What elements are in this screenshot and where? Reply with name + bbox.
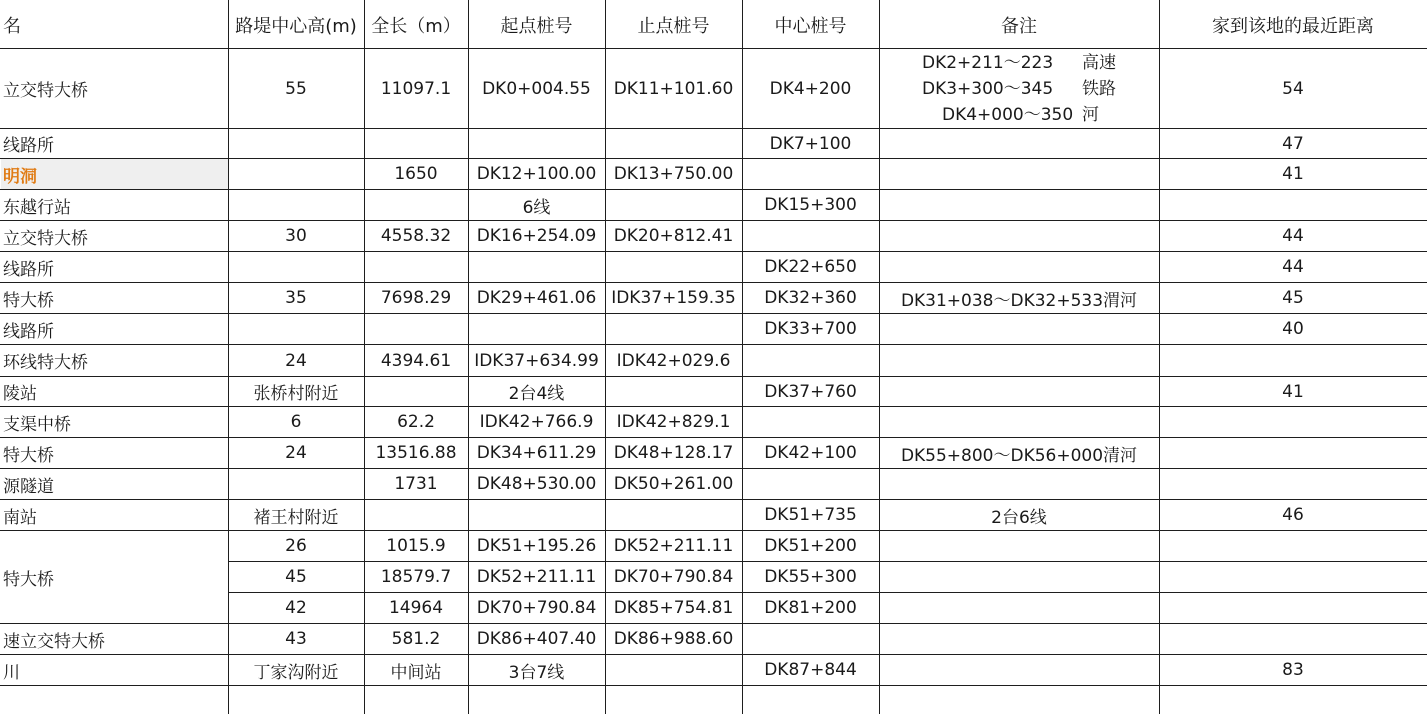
- table-cell-center-station[interactable]: DK51+200: [764, 536, 857, 556]
- table-cell-end-station[interactable]: IDK37+159.35: [611, 288, 736, 308]
- table-cell-name[interactable]: 明洞: [1, 159, 229, 189]
- remark-note-line: [922, 76, 1116, 102]
- table-cell-embankment-height[interactable]: 6: [290, 412, 302, 432]
- gridline-vertical: [364, 0, 365, 714]
- table-cell-name[interactable]: 源隧道: [3, 476, 54, 497]
- table-cell-start-station[interactable]: IDK37+634.99: [474, 350, 599, 371]
- table-cell-distance[interactable]: 40: [1282, 319, 1304, 339]
- table-cell-total-length[interactable]: 62.2: [397, 412, 435, 432]
- table-cell-embankment-height[interactable]: 丁家沟附近: [253, 662, 339, 683]
- table-cell-name[interactable]: 特大桥: [3, 290, 54, 311]
- table-cell-empty[interactable]: [1160, 686, 1426, 714]
- gridline-horizontal: [0, 623, 1427, 624]
- table-cell-total-length[interactable]: 18579.7: [380, 567, 452, 587]
- table-cell-total-length[interactable]: [365, 500, 467, 530]
- table-cell-end-station[interactable]: [606, 190, 741, 220]
- column-header-embankment-height[interactable]: 路堤中心高(m): [235, 15, 357, 37]
- table-cell-empty[interactable]: [229, 686, 363, 714]
- gridline-horizontal: [0, 406, 1427, 407]
- table-cell-end-station[interactable]: DK85+754.81: [613, 598, 734, 618]
- gridline-vertical: [742, 0, 743, 714]
- gridline-horizontal: [0, 685, 1427, 686]
- table-cell-empty[interactable]: [880, 686, 1158, 714]
- table-cell-distance[interactable]: [1160, 624, 1426, 654]
- table-cell-start-station[interactable]: [469, 314, 604, 344]
- table-cell-name[interactable]: 立交特大桥: [3, 228, 88, 249]
- table-cell-total-length[interactable]: 1731: [394, 474, 438, 494]
- table-cell-name[interactable]: 立交特大桥: [3, 81, 88, 101]
- table-cell-remark[interactable]: [880, 252, 1158, 282]
- table-cell-remark[interactable]: 2台6线: [991, 507, 1047, 528]
- remark-note-range: DK3+300～345: [922, 78, 1054, 99]
- column-header-name[interactable]: 名: [3, 15, 21, 37]
- table-cell-embankment-height[interactable]: 褚王村附近: [253, 507, 339, 528]
- remark-note-subject: 高速: [1082, 52, 1116, 73]
- table-cell-center-station[interactable]: DK42+100: [764, 443, 857, 463]
- table-cell-center-station[interactable]: DK87+844: [764, 660, 857, 680]
- table-cell-end-station[interactable]: DK11+101.60: [613, 78, 734, 99]
- table-cell-start-station[interactable]: 2台4线: [508, 384, 565, 404]
- table-cell-total-length[interactable]: [365, 190, 467, 220]
- table-cell-distance[interactable]: [1160, 562, 1426, 592]
- table-cell-name[interactable]: 速立交特大桥: [3, 631, 105, 652]
- table-cell-end-station[interactable]: IDK42+029.6: [616, 350, 731, 371]
- table-cell-total-length[interactable]: 1650: [394, 164, 438, 184]
- table-cell-empty[interactable]: [1, 686, 227, 714]
- table-cell-embankment-height[interactable]: [229, 469, 363, 499]
- column-header-start-station[interactable]: 起点桩号: [500, 15, 573, 37]
- table-cell-total-length[interactable]: 14964: [388, 598, 444, 618]
- table-cell-center-station[interactable]: [743, 407, 878, 437]
- table-cell-start-station[interactable]: IDK42+766.9: [479, 412, 594, 432]
- table-cell-center-station[interactable]: DK33+700: [764, 319, 857, 339]
- table-cell-distance[interactable]: 47: [1282, 133, 1304, 154]
- table-cell-total-length[interactable]: 4558.32: [380, 226, 452, 246]
- gridline-horizontal: [228, 592, 1427, 593]
- gridline-horizontal: [0, 437, 1427, 438]
- table-cell-start-station[interactable]: 6线: [522, 197, 551, 218]
- table-cell-embankment-height[interactable]: 43: [285, 629, 307, 649]
- table-cell-name[interactable]: 线路所: [3, 136, 54, 156]
- table-cell-remark[interactable]: [880, 221, 1158, 251]
- table-cell-total-length[interactable]: 7698.29: [380, 288, 452, 308]
- table-cell-total-length[interactable]: 1015.9: [386, 536, 446, 556]
- remark-note-line: [922, 102, 1116, 128]
- table-cell-center-station[interactable]: [743, 221, 878, 251]
- table-cell-distance[interactable]: [1160, 531, 1426, 561]
- table-cell-center-station[interactable]: [743, 345, 878, 376]
- table-cell-center-station[interactable]: DK51+735: [764, 505, 857, 525]
- table-cell-end-station[interactable]: [606, 129, 741, 158]
- table-cell-distance[interactable]: [1160, 593, 1426, 623]
- remark-note-range: DK2+211～223: [922, 52, 1054, 73]
- table-cell-total-length[interactable]: 581.2: [391, 629, 441, 649]
- remark-notes: [922, 50, 1116, 128]
- table-cell-start-station[interactable]: DK86+407.40: [476, 629, 597, 649]
- table-cell-remark[interactable]: [880, 531, 1158, 561]
- table-cell-embankment-height[interactable]: [229, 314, 363, 344]
- gridline-vertical: [1159, 0, 1160, 714]
- remark-note-line: [922, 50, 1116, 76]
- table-cell-remark[interactable]: [880, 314, 1158, 344]
- gridline-vertical: [605, 0, 606, 714]
- table-cell-center-station[interactable]: [743, 159, 878, 189]
- table-cell-embankment-height[interactable]: 24: [285, 443, 307, 463]
- gridline-horizontal: [0, 654, 1427, 655]
- table-cell-start-station[interactable]: DK16+254.09: [476, 226, 597, 246]
- table-cell-name[interactable]: 川: [3, 662, 20, 683]
- table-cell-total-length[interactable]: 4394.61: [380, 350, 452, 371]
- table-cell-empty[interactable]: [606, 686, 741, 714]
- gridline-horizontal: [0, 499, 1427, 500]
- column-header-total-length[interactable]: 全长（m）: [371, 15, 461, 37]
- gridline-vertical: [468, 0, 469, 714]
- table-cell-start-station[interactable]: DK70+790.84: [476, 598, 597, 618]
- table-cell-empty[interactable]: [743, 686, 878, 714]
- table-cell-remark[interactable]: [880, 345, 1158, 376]
- remark-note-range: DK4+000～350: [942, 104, 1074, 125]
- gridline-horizontal: [0, 344, 1427, 345]
- table-cell-center-station[interactable]: DK22+650: [764, 257, 857, 277]
- table-cell-remark[interactable]: [880, 655, 1158, 685]
- table-cell-center-station[interactable]: DK32+360: [764, 288, 857, 308]
- table-cell-distance[interactable]: 54: [1282, 78, 1304, 99]
- gridline-horizontal: [0, 251, 1427, 252]
- table-cell-distance[interactable]: 83: [1282, 660, 1304, 680]
- table-cell-embankment-height[interactable]: [229, 159, 363, 189]
- table-cell-end-station[interactable]: DK86+988.60: [613, 629, 734, 649]
- table-cell-start-station[interactable]: DK52+211.11: [476, 567, 597, 587]
- table-cell-end-station[interactable]: [606, 655, 741, 685]
- table-cell-remark[interactable]: [880, 407, 1158, 437]
- remark-note-subject: 河: [1082, 104, 1099, 125]
- table-cell-end-station[interactable]: DK13+750.00: [613, 164, 734, 184]
- table-cell-name[interactable]: 东越行站: [3, 197, 71, 218]
- gridline-horizontal: [0, 158, 1427, 159]
- table-cell-start-station[interactable]: DK29+461.06: [476, 288, 597, 308]
- table-cell-remark[interactable]: [880, 377, 1158, 406]
- table-cell-total-length[interactable]: 11097.1: [380, 78, 452, 99]
- table-cell-remark[interactable]: [880, 159, 1158, 189]
- gridline-horizontal: [0, 376, 1427, 377]
- table-cell-center-station[interactable]: [743, 624, 878, 654]
- table-cell-remark[interactable]: DK55+800～DK56+000清河: [900, 445, 1138, 466]
- table-cell-remark[interactable]: [880, 469, 1158, 499]
- table-cell-remark[interactable]: [880, 624, 1158, 654]
- table-cell-end-station[interactable]: [606, 252, 741, 282]
- table-cell-embankment-height[interactable]: 42: [285, 598, 307, 618]
- table-cell-total-length[interactable]: [365, 314, 467, 344]
- gridline-horizontal: [0, 468, 1427, 469]
- table-cell-end-station[interactable]: [606, 500, 741, 530]
- table-cell-start-station[interactable]: DK12+100.00: [476, 164, 597, 184]
- table-cell-embankment-height[interactable]: 55: [285, 78, 307, 99]
- table-cell-embankment-height[interactable]: [229, 252, 363, 282]
- table-cell-end-station[interactable]: DK52+211.11: [613, 536, 734, 556]
- table-cell-distance[interactable]: [1160, 190, 1426, 220]
- column-header-remark[interactable]: 备注: [1001, 15, 1037, 37]
- table-cell-start-station[interactable]: DK51+195.26: [476, 536, 597, 556]
- gridline-vertical: [228, 0, 229, 714]
- table-cell-total-length[interactable]: 中间站: [390, 662, 442, 683]
- table-cell-remark[interactable]: [880, 129, 1158, 158]
- table-cell-remark[interactable]: [880, 49, 1158, 128]
- table-cell-start-station[interactable]: [469, 129, 604, 158]
- table-cell-end-station[interactable]: IDK42+829.1: [616, 412, 731, 432]
- table-cell-distance[interactable]: 41: [1282, 164, 1304, 184]
- table-cell-embankment-height[interactable]: 26: [285, 536, 307, 556]
- table-cell-end-station[interactable]: DK70+790.84: [613, 567, 734, 587]
- table-cell-name[interactable]: 支渠中桥: [3, 414, 71, 435]
- table-cell-name-merged[interactable]: 特大桥: [3, 569, 54, 590]
- gridline-horizontal: [0, 128, 1427, 129]
- table-cell-name[interactable]: 线路所: [3, 321, 54, 342]
- table-cell-total-length[interactable]: [365, 129, 467, 158]
- table-cell-embankment-height[interactable]: 45: [285, 567, 307, 587]
- table-cell-remark[interactable]: [880, 593, 1158, 623]
- column-header-center-station[interactable]: 中心桩号: [774, 15, 847, 37]
- table-cell-distance[interactable]: [1160, 407, 1426, 437]
- table-cell-start-station[interactable]: [469, 500, 604, 530]
- gridline-horizontal: [0, 220, 1427, 221]
- column-header-end-station[interactable]: 止点桩号: [637, 15, 710, 37]
- table-cell-embankment-height[interactable]: 30: [285, 226, 307, 246]
- table-cell-distance[interactable]: 45: [1282, 288, 1304, 308]
- table-cell-center-station[interactable]: [743, 469, 878, 499]
- gridline-horizontal: [0, 313, 1427, 314]
- table-cell-total-length[interactable]: [365, 377, 467, 406]
- gridline-horizontal: [0, 530, 1427, 531]
- table-cell-distance[interactable]: 46: [1282, 505, 1304, 525]
- table-cell-embankment-height[interactable]: 24: [285, 350, 307, 371]
- table-cell-start-station[interactable]: DK34+611.29: [476, 443, 597, 463]
- table-cell-name[interactable]: 陵站: [3, 384, 37, 404]
- gridline-horizontal: [228, 561, 1427, 562]
- table-cell-embankment-height[interactable]: [229, 190, 363, 220]
- table-cell-center-station[interactable]: DK37+760: [764, 381, 857, 402]
- table-cell-total-length[interactable]: [365, 252, 467, 282]
- table-cell-center-station[interactable]: DK55+300: [764, 567, 857, 587]
- table-cell-distance[interactable]: 44: [1282, 226, 1304, 246]
- table-cell-distance[interactable]: [1160, 345, 1426, 376]
- table-cell-total-length[interactable]: 13516.88: [375, 443, 457, 463]
- table-cell-end-station[interactable]: DK48+128.17: [613, 443, 734, 463]
- table-cell-embankment-height[interactable]: 35: [285, 288, 307, 308]
- table-cell-center-station[interactable]: DK81+200: [764, 598, 857, 618]
- table-cell-start-station[interactable]: [469, 252, 604, 282]
- table-cell-distance[interactable]: 44: [1282, 257, 1304, 277]
- table-cell-end-station[interactable]: [606, 377, 741, 406]
- gridline-vertical: [879, 0, 880, 714]
- table-cell-start-station[interactable]: DK0+004.55: [482, 78, 591, 99]
- table-cell-remark[interactable]: [880, 562, 1158, 592]
- table-cell-empty[interactable]: [469, 686, 604, 714]
- gridline-horizontal: [0, 282, 1427, 283]
- table-cell-name[interactable]: 线路所: [3, 259, 54, 280]
- table-cell-start-station[interactable]: DK48+530.00: [476, 474, 597, 494]
- table-cell-center-station[interactable]: DK7+100: [769, 133, 852, 154]
- table-cell-remark[interactable]: [880, 190, 1158, 220]
- table-cell-end-station[interactable]: DK50+261.00: [613, 474, 734, 494]
- table-cell-name[interactable]: 特大桥: [3, 445, 54, 466]
- table-cell-distance[interactable]: [1160, 469, 1426, 499]
- table-cell-embankment-height[interactable]: 张桥村附近: [253, 384, 339, 404]
- table-cell-center-station[interactable]: DK4+200: [769, 78, 852, 99]
- gridline-horizontal: [0, 189, 1427, 190]
- table-cell-distance[interactable]: [1160, 438, 1426, 468]
- remark-note-subject: 铁路: [1082, 78, 1116, 99]
- table-cell-distance[interactable]: 41: [1282, 381, 1304, 402]
- gridline-horizontal: [0, 48, 1427, 49]
- table-cell-empty[interactable]: [365, 686, 467, 714]
- table-cell-start-station[interactable]: 3台7线: [508, 662, 565, 683]
- table-cell-embankment-height[interactable]: [229, 129, 363, 158]
- table-cell-end-station[interactable]: DK20+812.41: [613, 226, 734, 246]
- table-cell-center-station[interactable]: DK15+300: [764, 195, 857, 215]
- table-cell-name[interactable]: 环线特大桥: [3, 353, 88, 373]
- table-cell-remark[interactable]: DK31+038～DK32+533渭河: [900, 290, 1138, 311]
- column-header-distance[interactable]: 家到该地的最近距离: [1212, 15, 1374, 37]
- table-cell-name[interactable]: 南站: [3, 507, 37, 528]
- table-cell-end-station[interactable]: [606, 314, 741, 344]
